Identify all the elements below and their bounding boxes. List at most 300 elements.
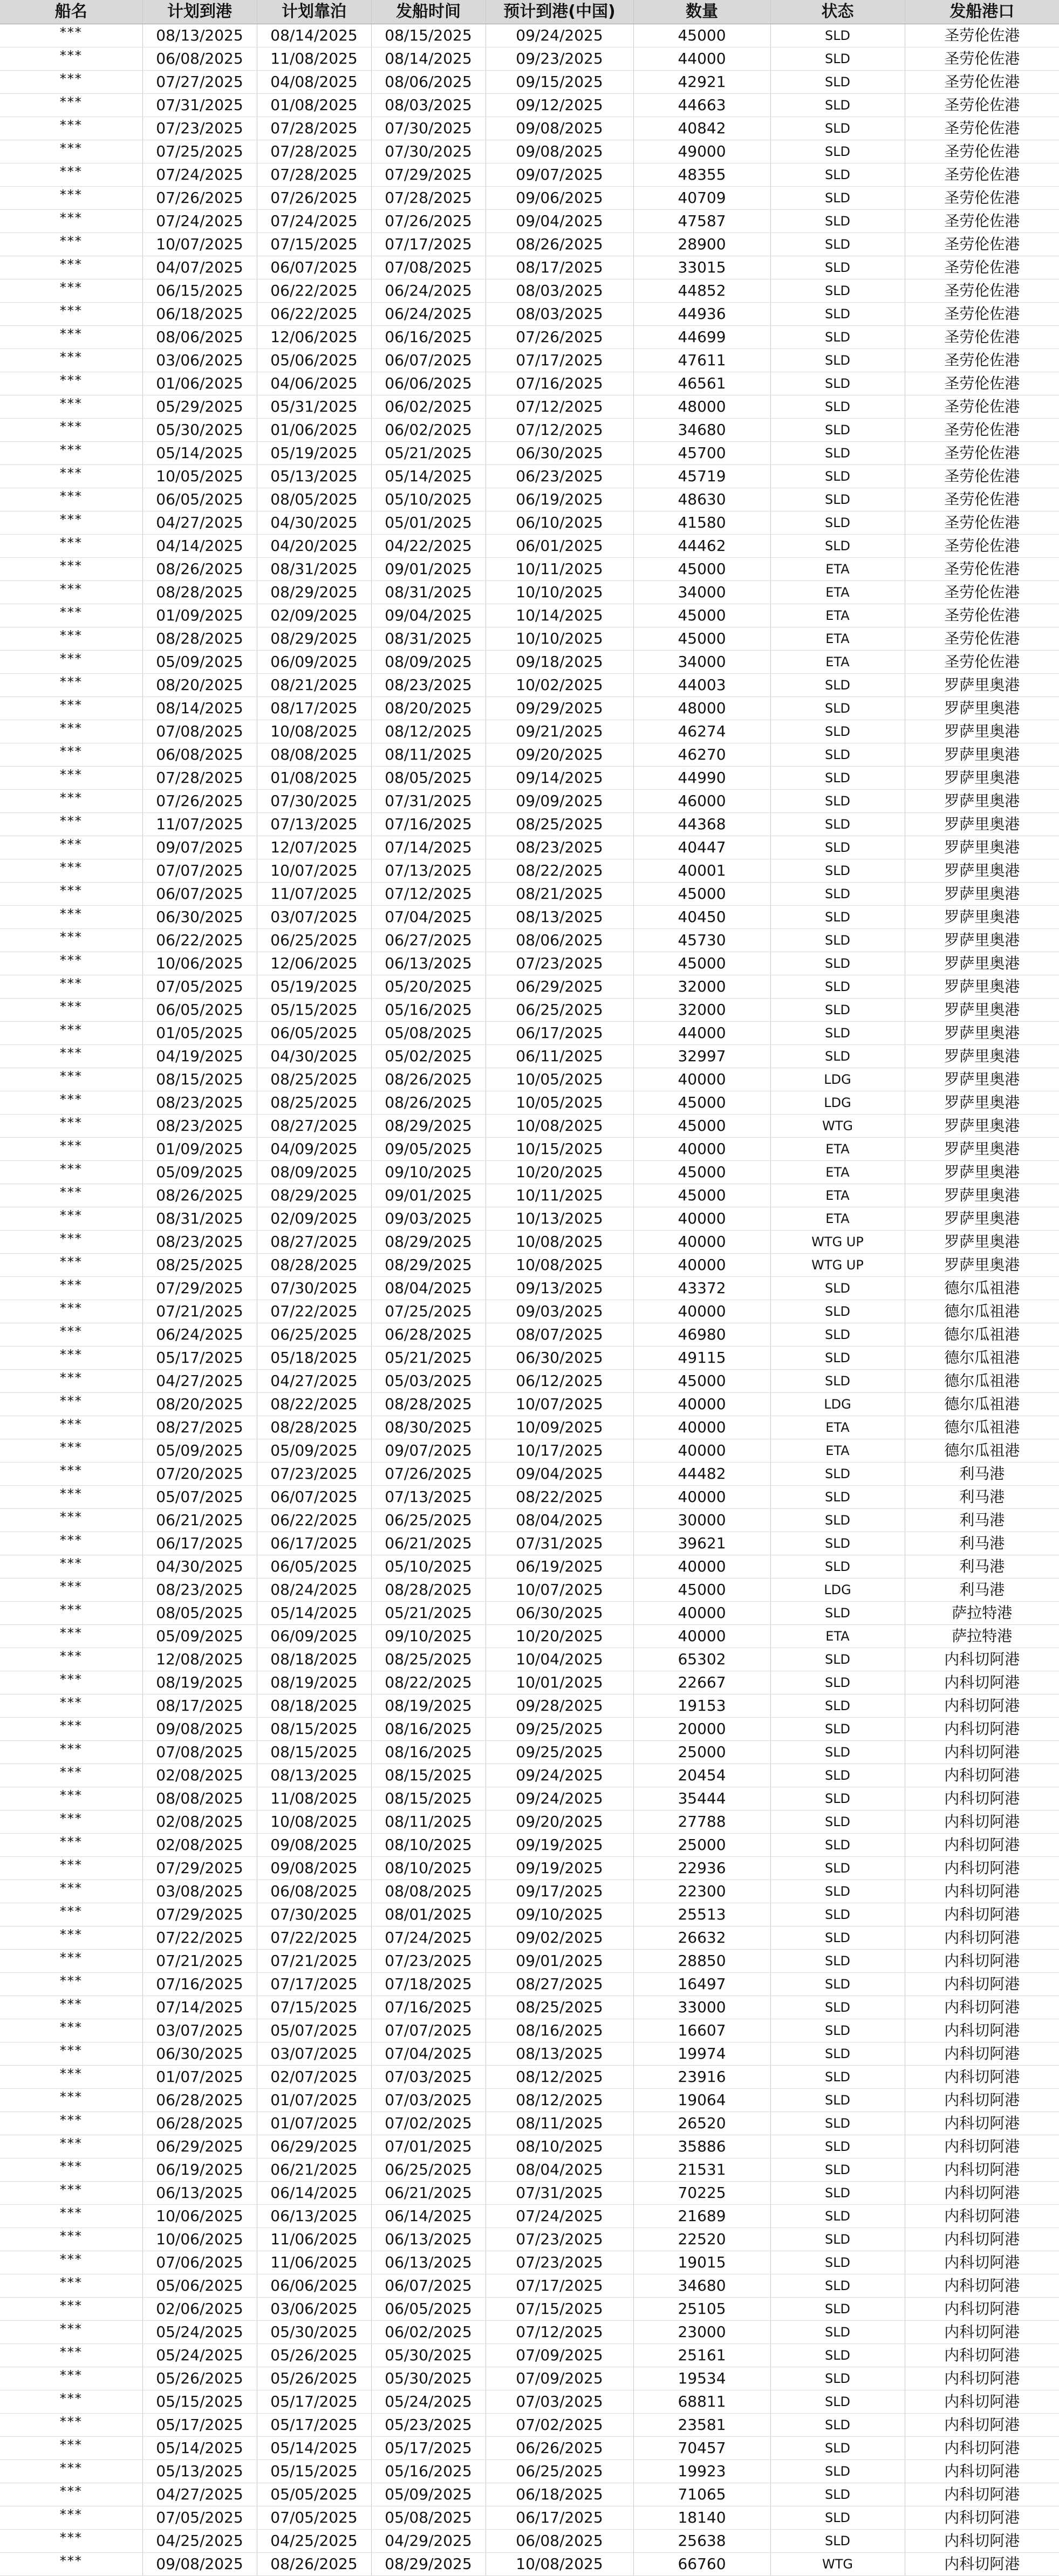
- table-row[interactable]: [0, 442, 1059, 465]
- table-row[interactable]: [0, 2182, 1059, 2205]
- cell-eta-china: 06/10/2025: [486, 511, 633, 535]
- cell-ship: ***: [0, 1416, 142, 1439]
- table-row[interactable]: [0, 2158, 1059, 2182]
- cell-planned-berth: 08/17/2025: [257, 697, 371, 720]
- table-row[interactable]: [0, 1231, 1059, 1254]
- cell-port: 德尔瓜祖港: [905, 1347, 1059, 1370]
- table-row[interactable]: [0, 47, 1059, 71]
- table-row[interactable]: [0, 1718, 1059, 1741]
- cell-planned-berth: 07/22/2025: [257, 1300, 371, 1323]
- cell-ship: ***: [0, 1439, 142, 1463]
- table-row[interactable]: [0, 1694, 1059, 1718]
- cell-port: 内科切阿港: [905, 2089, 1059, 2112]
- table-row[interactable]: [0, 1138, 1059, 1161]
- cell-planned-arrival: 02/06/2025: [142, 2298, 257, 2321]
- table-row[interactable]: [0, 349, 1059, 372]
- cell-quantity: 46561: [633, 372, 770, 395]
- cell-ship: ***: [0, 1277, 142, 1300]
- table-row[interactable]: [0, 627, 1059, 651]
- cell-eta-china: 07/15/2025: [486, 2298, 633, 2321]
- cell-ship: ***: [0, 1602, 142, 1625]
- cell-eta-china: 09/17/2025: [486, 1880, 633, 1903]
- table-row[interactable]: [0, 883, 1059, 906]
- cell-ship: ***: [0, 1370, 142, 1393]
- cell-status: SLD: [770, 975, 905, 999]
- cell-departure: 06/14/2025: [371, 2205, 486, 2228]
- table-row[interactable]: [0, 743, 1059, 767]
- cell-ship: ***: [0, 2228, 142, 2251]
- table-row[interactable]: [0, 465, 1059, 488]
- cell-planned-arrival: 08/23/2025: [142, 1115, 257, 1138]
- cell-planned-berth: 06/17/2025: [257, 1532, 371, 1555]
- cell-ship: ***: [0, 1323, 142, 1347]
- cell-planned-arrival: 06/24/2025: [142, 1323, 257, 1347]
- cell-port: 内科切阿港: [905, 2506, 1059, 2530]
- table-row[interactable]: [0, 1509, 1059, 1532]
- cell-planned-arrival: 08/26/2025: [142, 558, 257, 581]
- table-row[interactable]: [0, 1926, 1059, 1950]
- cell-status: SLD: [770, 999, 905, 1022]
- cell-planned-berth: 08/27/2025: [257, 1115, 371, 1138]
- cell-quantity: 44663: [633, 94, 770, 117]
- cell-quantity: 34000: [633, 651, 770, 674]
- cell-port: 罗萨里奥港: [905, 790, 1059, 813]
- cell-departure: 08/11/2025: [371, 1810, 486, 1834]
- cell-planned-berth: 09/08/2025: [257, 1834, 371, 1857]
- cell-departure: 07/30/2025: [371, 117, 486, 140]
- cell-status: ETA: [770, 627, 905, 651]
- cell-port: 利马港: [905, 1579, 1059, 1602]
- table-row[interactable]: [0, 999, 1059, 1022]
- table-row[interactable]: [0, 2019, 1059, 2042]
- table-row[interactable]: [0, 859, 1059, 883]
- table-row[interactable]: [0, 24, 1059, 47]
- cell-status: SLD: [770, 1671, 905, 1694]
- cell-ship: ***: [0, 2367, 142, 2390]
- cell-status: SLD: [770, 349, 905, 372]
- table-row[interactable]: [0, 1602, 1059, 1625]
- cell-port: 利马港: [905, 1555, 1059, 1579]
- table-row[interactable]: [0, 1254, 1059, 1277]
- table-row[interactable]: [0, 2228, 1059, 2251]
- cell-quantity: 46270: [633, 743, 770, 767]
- cell-departure: 05/16/2025: [371, 999, 486, 1022]
- table-row[interactable]: [0, 1880, 1059, 1903]
- table-row[interactable]: [0, 2321, 1059, 2344]
- cell-eta-china: 10/08/2025: [486, 1115, 633, 1138]
- table-row[interactable]: [0, 1347, 1059, 1370]
- cell-planned-berth: 07/13/2025: [257, 813, 371, 836]
- cell-port: 罗萨里奥港: [905, 1161, 1059, 1184]
- cell-port: 圣劳伦佐港: [905, 349, 1059, 372]
- table-row[interactable]: [0, 303, 1059, 326]
- cell-eta-china: 08/13/2025: [486, 906, 633, 929]
- cell-port: 罗萨里奥港: [905, 1207, 1059, 1231]
- table-row[interactable]: [0, 975, 1059, 999]
- table-row[interactable]: [0, 488, 1059, 511]
- cell-port: 圣劳伦佐港: [905, 233, 1059, 256]
- cell-ship: ***: [0, 1486, 142, 1509]
- cell-ship: ***: [0, 1254, 142, 1277]
- table-row[interactable]: [0, 906, 1059, 929]
- cell-planned-arrival: 01/09/2025: [142, 604, 257, 627]
- cell-eta-china: 09/02/2025: [486, 1926, 633, 1950]
- cell-departure: 08/30/2025: [371, 1416, 486, 1439]
- table-row[interactable]: [0, 210, 1059, 233]
- cell-status: SLD: [770, 2112, 905, 2135]
- cell-planned-arrival: 06/29/2025: [142, 2135, 257, 2158]
- cell-planned-arrival: 07/27/2025: [142, 71, 257, 94]
- cell-status: SLD: [770, 790, 905, 813]
- cell-planned-berth: 06/21/2025: [257, 2158, 371, 2182]
- table-row[interactable]: [0, 163, 1059, 187]
- cell-status: WTG UP: [770, 1231, 905, 1254]
- table-row[interactable]: [0, 813, 1059, 836]
- table-row[interactable]: [0, 2344, 1059, 2367]
- cell-ship: ***: [0, 2530, 142, 2553]
- cell-quantity: 40000: [633, 1555, 770, 1579]
- table-row[interactable]: [0, 419, 1059, 442]
- table-row[interactable]: [0, 2414, 1059, 2437]
- table-row[interactable]: [0, 2066, 1059, 2089]
- cell-port: 罗萨里奥港: [905, 1184, 1059, 1207]
- cell-port: 内科切阿港: [905, 2321, 1059, 2344]
- cell-port: 内科切阿港: [905, 2066, 1059, 2089]
- col-header-planned-arrival[interactable]: 计划到港: [142, 0, 257, 24]
- cell-ship: ***: [0, 2205, 142, 2228]
- cell-status: LDG: [770, 1091, 905, 1115]
- cell-eta-china: 06/11/2025: [486, 1045, 633, 1068]
- table-row[interactable]: [0, 558, 1059, 581]
- table-row[interactable]: [0, 2506, 1059, 2530]
- cell-planned-berth: 10/08/2025: [257, 720, 371, 743]
- cell-eta-china: 08/25/2025: [486, 813, 633, 836]
- cell-eta-china: 10/07/2025: [486, 1579, 633, 1602]
- table-row[interactable]: [0, 1903, 1059, 1926]
- cell-ship: ***: [0, 1857, 142, 1880]
- cell-ship: ***: [0, 1161, 142, 1184]
- cell-planned-arrival: 05/14/2025: [142, 2437, 257, 2460]
- cell-eta-china: 10/20/2025: [486, 1161, 633, 1184]
- table-row[interactable]: [0, 1973, 1059, 1996]
- cell-departure: 07/16/2025: [371, 813, 486, 836]
- cell-status: ETA: [770, 558, 905, 581]
- cell-ship: ***: [0, 2437, 142, 2460]
- cell-port: 圣劳伦佐港: [905, 372, 1059, 395]
- cell-planned-berth: 05/26/2025: [257, 2367, 371, 2390]
- table-row[interactable]: [0, 233, 1059, 256]
- cell-quantity: 45000: [633, 1370, 770, 1393]
- cell-planned-arrival: 06/13/2025: [142, 2182, 257, 2205]
- table-row[interactable]: [0, 279, 1059, 303]
- cell-planned-arrival: 08/08/2025: [142, 1787, 257, 1810]
- cell-departure: 06/13/2025: [371, 2228, 486, 2251]
- cell-eta-china: 06/30/2025: [486, 1602, 633, 1625]
- col-header-planned-berth[interactable]: 计划靠泊: [257, 0, 371, 24]
- cell-departure: 08/29/2025: [371, 1115, 486, 1138]
- cell-status: SLD: [770, 767, 905, 790]
- table-row[interactable]: [0, 581, 1059, 604]
- cell-departure: 07/04/2025: [371, 906, 486, 929]
- cell-planned-arrival: 05/17/2025: [142, 2414, 257, 2437]
- table-row[interactable]: [0, 1045, 1059, 1068]
- table-row[interactable]: [0, 2274, 1059, 2298]
- cell-planned-berth: 05/19/2025: [257, 975, 371, 999]
- table-row[interactable]: [0, 1532, 1059, 1555]
- cell-planned-arrival: 10/07/2025: [142, 233, 257, 256]
- table-row[interactable]: [0, 2205, 1059, 2228]
- cell-departure: 09/01/2025: [371, 1184, 486, 1207]
- cell-eta-china: 10/11/2025: [486, 558, 633, 581]
- col-header-status[interactable]: 状态: [770, 0, 905, 24]
- cell-ship: ***: [0, 2019, 142, 2042]
- cell-ship: ***: [0, 2414, 142, 2437]
- cell-status: SLD: [770, 2228, 905, 2251]
- cell-quantity: 34680: [633, 419, 770, 442]
- cell-departure: 05/21/2025: [371, 442, 486, 465]
- cell-status: SLD: [770, 1463, 905, 1486]
- cell-eta-china: 09/01/2025: [486, 1950, 633, 1973]
- cell-port: 内科切阿港: [905, 2135, 1059, 2158]
- cell-port: 罗萨里奥港: [905, 674, 1059, 697]
- table-row[interactable]: [0, 1207, 1059, 1231]
- cell-planned-arrival: 04/14/2025: [142, 535, 257, 558]
- cell-planned-berth: 08/22/2025: [257, 1393, 371, 1416]
- table-row[interactable]: [0, 1787, 1059, 1810]
- cell-planned-arrival: 05/14/2025: [142, 442, 257, 465]
- cell-planned-arrival: 08/06/2025: [142, 326, 257, 349]
- cell-planned-arrival: 06/15/2025: [142, 279, 257, 303]
- cell-planned-arrival: 04/27/2025: [142, 2483, 257, 2506]
- table-row[interactable]: [0, 604, 1059, 627]
- cell-planned-berth: 06/09/2025: [257, 651, 371, 674]
- cell-departure: 09/10/2025: [371, 1161, 486, 1184]
- cell-port: 内科切阿港: [905, 2553, 1059, 2576]
- cell-planned-berth: 01/06/2025: [257, 419, 371, 442]
- cell-eta-china: 09/07/2025: [486, 163, 633, 187]
- cell-eta-china: 08/13/2025: [486, 2042, 633, 2066]
- cell-planned-arrival: 07/24/2025: [142, 210, 257, 233]
- cell-status: SLD: [770, 233, 905, 256]
- table-row[interactable]: [0, 1555, 1059, 1579]
- table-row[interactable]: [0, 140, 1059, 163]
- table-row[interactable]: [0, 71, 1059, 94]
- table-row[interactable]: [0, 1486, 1059, 1509]
- table-row[interactable]: [0, 2460, 1059, 2483]
- table-row[interactable]: [0, 2553, 1059, 2576]
- table-row[interactable]: [0, 1300, 1059, 1323]
- cell-planned-arrival: 07/21/2025: [142, 1950, 257, 1973]
- table-row[interactable]: [0, 1996, 1059, 2019]
- table-row[interactable]: [0, 1439, 1059, 1463]
- table-row[interactable]: [0, 1091, 1059, 1115]
- cell-departure: 05/30/2025: [371, 2367, 486, 2390]
- table-row[interactable]: [0, 2437, 1059, 2460]
- cell-departure: 07/03/2025: [371, 2066, 486, 2089]
- cell-port: 内科切阿港: [905, 1810, 1059, 1834]
- table-row[interactable]: [0, 790, 1059, 813]
- table-row[interactable]: [0, 1022, 1059, 1045]
- cell-status: WTG: [770, 1115, 905, 1138]
- table-row[interactable]: [0, 511, 1059, 535]
- cell-eta-china: 09/24/2025: [486, 24, 633, 47]
- table-row[interactable]: [0, 1579, 1059, 1602]
- cell-status: WTG: [770, 2553, 905, 2576]
- table-row[interactable]: [0, 836, 1059, 859]
- cell-ship: ***: [0, 47, 142, 71]
- table-row[interactable]: [0, 94, 1059, 117]
- table-row[interactable]: [0, 2112, 1059, 2135]
- cell-departure: 06/02/2025: [371, 419, 486, 442]
- cell-ship: ***: [0, 1579, 142, 1602]
- cell-port: 圣劳伦佐港: [905, 627, 1059, 651]
- cell-quantity: 16607: [633, 2019, 770, 2042]
- cell-quantity: 45719: [633, 465, 770, 488]
- cell-planned-berth: 05/14/2025: [257, 2437, 371, 2460]
- cell-port: 罗萨里奥港: [905, 836, 1059, 859]
- table-row[interactable]: [0, 1764, 1059, 1787]
- table-row[interactable]: [0, 2298, 1059, 2321]
- cell-eta-china: 09/23/2025: [486, 47, 633, 71]
- table-row[interactable]: [0, 697, 1059, 720]
- cell-departure: 08/28/2025: [371, 1393, 486, 1416]
- table-row[interactable]: [0, 1184, 1059, 1207]
- table-row[interactable]: [0, 767, 1059, 790]
- table-row[interactable]: [0, 535, 1059, 558]
- table-row[interactable]: [0, 1393, 1059, 1416]
- table-row[interactable]: [0, 326, 1059, 349]
- table-row[interactable]: [0, 1277, 1059, 1300]
- cell-port: 德尔瓜祖港: [905, 1370, 1059, 1393]
- table-row[interactable]: [0, 1810, 1059, 1834]
- cell-quantity: 30000: [633, 1509, 770, 1532]
- col-header-eta-china[interactable]: 预计到港(中国): [486, 0, 633, 24]
- cell-planned-arrival: 06/21/2025: [142, 1509, 257, 1532]
- table-row[interactable]: [0, 395, 1059, 419]
- cell-departure: 08/22/2025: [371, 1671, 486, 1694]
- table-row[interactable]: [0, 1161, 1059, 1184]
- table-row[interactable]: [0, 1068, 1059, 1091]
- table-row[interactable]: [0, 256, 1059, 279]
- cell-planned-arrival: 07/26/2025: [142, 187, 257, 210]
- table-row[interactable]: [0, 2390, 1059, 2414]
- col-header-departure[interactable]: 发船时间: [371, 0, 486, 24]
- cell-planned-berth: 08/21/2025: [257, 674, 371, 697]
- cell-quantity: 25000: [633, 1834, 770, 1857]
- cell-departure: 08/19/2025: [371, 1694, 486, 1718]
- cell-planned-arrival: 06/18/2025: [142, 303, 257, 326]
- cell-quantity: 19064: [633, 2089, 770, 2112]
- table-row[interactable]: [0, 1323, 1059, 1347]
- cell-ship: ***: [0, 743, 142, 767]
- cell-quantity: 40000: [633, 1416, 770, 1439]
- cell-ship: ***: [0, 1115, 142, 1138]
- table-row[interactable]: [0, 720, 1059, 743]
- cell-status: SLD: [770, 2530, 905, 2553]
- cell-quantity: 44482: [633, 1463, 770, 1486]
- cell-ship: ***: [0, 1880, 142, 1903]
- cell-departure: 07/23/2025: [371, 1950, 486, 1973]
- table-row[interactable]: [0, 1625, 1059, 1648]
- cell-quantity: 66760: [633, 2553, 770, 2576]
- cell-ship: ***: [0, 1973, 142, 1996]
- table-row[interactable]: [0, 2251, 1059, 2274]
- cell-planned-berth: 08/25/2025: [257, 1091, 371, 1115]
- table-row[interactable]: [0, 2530, 1059, 2553]
- table-row[interactable]: [0, 1416, 1059, 1439]
- cell-status: SLD: [770, 1022, 905, 1045]
- cell-eta-china: 07/12/2025: [486, 2321, 633, 2344]
- cell-quantity: 26632: [633, 1926, 770, 1950]
- cell-port: 内科切阿港: [905, 1648, 1059, 1671]
- cell-eta-china: 10/10/2025: [486, 581, 633, 604]
- table-row[interactable]: [0, 1671, 1059, 1694]
- col-header-port[interactable]: 发船港口: [905, 0, 1059, 24]
- col-header-ship[interactable]: 船名: [0, 0, 142, 24]
- cell-ship: ***: [0, 2298, 142, 2321]
- table-row[interactable]: [0, 2367, 1059, 2390]
- cell-quantity: 25513: [633, 1903, 770, 1926]
- cell-port: 德尔瓜祖港: [905, 1300, 1059, 1323]
- cell-planned-berth: 11/08/2025: [257, 1787, 371, 1810]
- table-row[interactable]: [0, 1115, 1059, 1138]
- cell-ship: ***: [0, 1834, 142, 1857]
- cell-departure: 06/24/2025: [371, 303, 486, 326]
- table-row[interactable]: [0, 929, 1059, 952]
- table-row[interactable]: [0, 2089, 1059, 2112]
- table-row[interactable]: [0, 1370, 1059, 1393]
- cell-port: 圣劳伦佐港: [905, 47, 1059, 71]
- cell-port: 利马港: [905, 1509, 1059, 1532]
- cell-ship: ***: [0, 952, 142, 975]
- table-row[interactable]: [0, 187, 1059, 210]
- cell-status: SLD: [770, 1926, 905, 1950]
- table-row[interactable]: [0, 117, 1059, 140]
- table-row[interactable]: [0, 952, 1059, 975]
- table-row[interactable]: [0, 2135, 1059, 2158]
- cell-status: SLD: [770, 2066, 905, 2089]
- cell-eta-china: 08/23/2025: [486, 836, 633, 859]
- cell-planned-berth: 11/06/2025: [257, 2251, 371, 2274]
- col-header-quantity[interactable]: 数量: [633, 0, 770, 24]
- cell-ship: ***: [0, 1555, 142, 1579]
- cell-status: SLD: [770, 1741, 905, 1764]
- table-row[interactable]: [0, 674, 1059, 697]
- cell-ship: ***: [0, 1045, 142, 1068]
- table-row[interactable]: [0, 1834, 1059, 1857]
- table-row[interactable]: [0, 1857, 1059, 1880]
- table-row[interactable]: [0, 372, 1059, 395]
- table-row[interactable]: [0, 1741, 1059, 1764]
- cell-planned-berth: 07/15/2025: [257, 233, 371, 256]
- cell-port: 圣劳伦佐港: [905, 419, 1059, 442]
- cell-status: SLD: [770, 47, 905, 71]
- cell-port: 内科切阿港: [905, 1787, 1059, 1810]
- table-row[interactable]: [0, 1648, 1059, 1671]
- table-row[interactable]: [0, 2483, 1059, 2506]
- cell-eta-china: 08/12/2025: [486, 2089, 633, 2112]
- table-row[interactable]: [0, 651, 1059, 674]
- cell-ship: ***: [0, 465, 142, 488]
- table-row[interactable]: [0, 1950, 1059, 1973]
- table-row[interactable]: [0, 2042, 1059, 2066]
- table-row[interactable]: [0, 1463, 1059, 1486]
- cell-departure: 07/31/2025: [371, 790, 486, 813]
- cell-planned-berth: 03/07/2025: [257, 2042, 371, 2066]
- cell-port: 内科切阿港: [905, 1694, 1059, 1718]
- cell-eta-china: 07/09/2025: [486, 2344, 633, 2367]
- cell-ship: ***: [0, 24, 142, 47]
